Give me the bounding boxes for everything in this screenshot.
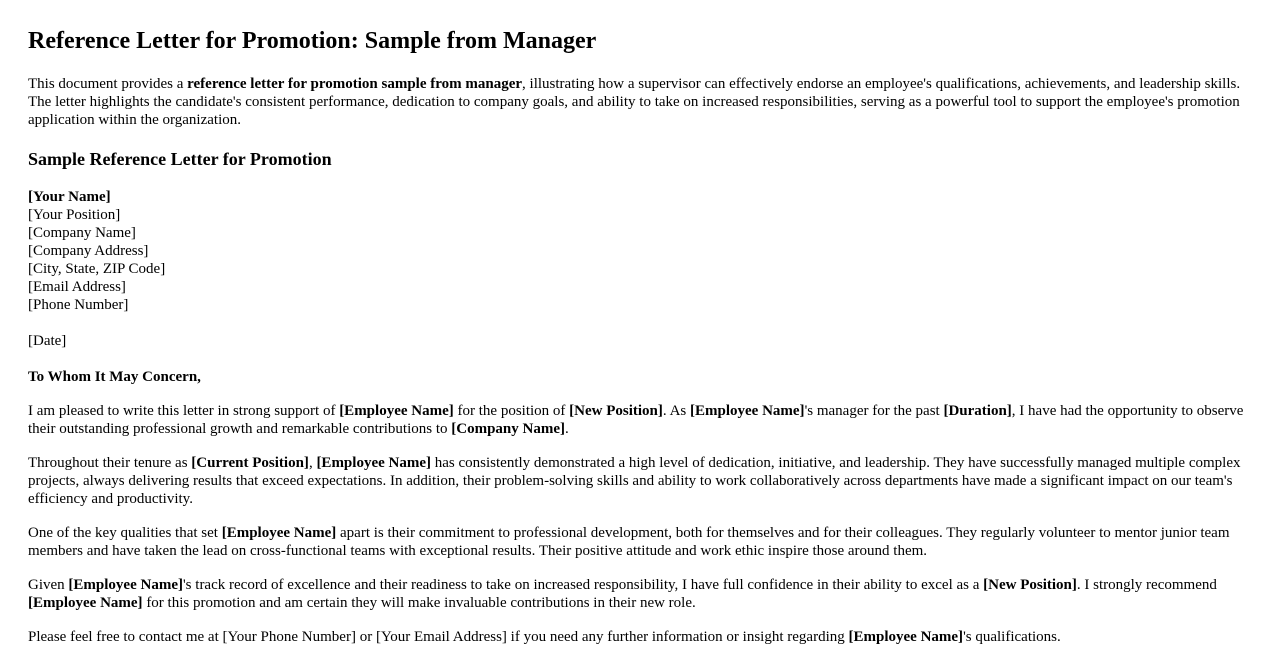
letter-paragraph-5: Please feel free to contact me at [Your Phone Number] or [Your Email Address] if you need any further information or insight regarding [Employee Name]'s qualifications. bbox=[28, 629, 1061, 645]
sender-address: [Company Address] bbox=[28, 243, 149, 259]
letter-paragraph-4: Given [Employee Name]'s track record of excellence and their readiness to take on increased responsibility, I have full confidence in their ability to excel as a [New Position]. I strongly recommend [Employee Name] for this promotion and am certain they will make invaluable contributions in their new role. bbox=[28, 577, 1217, 611]
sender-phone: [Phone Number] bbox=[28, 297, 129, 313]
intro-text-before: This document provides a bbox=[28, 76, 188, 92]
section-heading: Sample Reference Letter for Promotion bbox=[28, 149, 332, 169]
letter-paragraph-3: One of the key qualities that set [Employee Name] apart is their commitment to professional development, both for themselves and for their colleagues. They regularly volunteer to mentor junior team members and have taken the lead on cross-functional teams with exceptional results. Their positive attitude and work ethic inspire those around them. bbox=[28, 525, 1230, 559]
intro-text-after: , illustrating how a supervisor can effectively endorse an employee's qualifications, achievements, and leadership skills. The letter highlights the candidate's consistent performance, dedication to company goals, and ability to take on increased responsibilities, serving as a powerful tool to support the employee's promotion application within the organization. bbox=[28, 76, 1241, 128]
letter-paragraph-1: I am pleased to write this letter in strong support of [Employee Name] for the position of [New Position]. As [Employee Name]'s manager for the past [Duration], I have had the opportunity to observe their outstanding professional growth and remarkable contributions to [Company Name]. bbox=[28, 403, 1244, 437]
sender-city: [City, State, ZIP Code] bbox=[28, 261, 166, 277]
sender-email: [Email Address] bbox=[28, 279, 126, 295]
sender-block bbox=[28, 188, 1250, 314]
salutation: To Whom It May Concern, bbox=[28, 369, 201, 385]
page-title: Reference Letter for Promotion: Sample from Manager bbox=[28, 28, 597, 54]
sender-company: [Company Name] bbox=[28, 225, 136, 241]
intro-bold-phrase: reference letter for promotion sample from manager bbox=[187, 76, 523, 92]
letter-paragraph-2: Throughout their tenure as [Current Position], [Employee Name] has consistently demonstrated a high level of dedication, initiative, and leadership. They have successfully managed multiple complex projects, always delivering results that exceed expectations. In addition, their problem-solving skills and ability to work collaboratively across departments have made a significant impact on our team's efficiency and productivity. bbox=[28, 455, 1241, 507]
sender-position: [Your Position] bbox=[28, 207, 121, 223]
sender-name: [Your Name] bbox=[28, 189, 111, 205]
letter-date: [Date] bbox=[28, 333, 67, 349]
intro-paragraph bbox=[28, 75, 1250, 129]
